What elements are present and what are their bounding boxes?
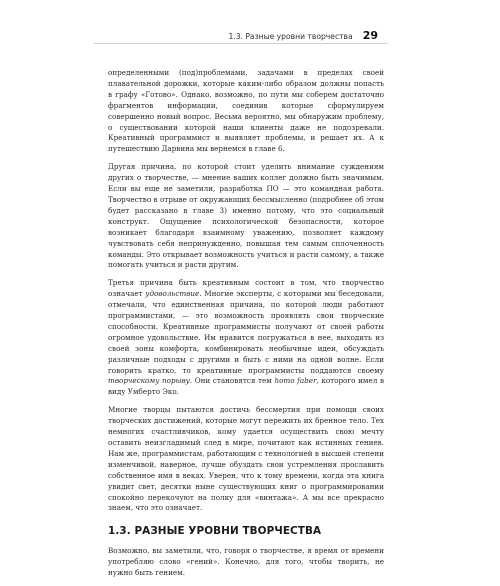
text-run: . Многие эксперты, с которыми мы беседовали, отмечали, что единственная причина, по которой люди работают программистами, — это возможность проявлять свои творческие способности. Креативные программисты получают от своей работы огромное удовольствие. Им нравится погружаться в нее, выходить из своей зоны комфорта, комбинировать необычные идеи, обсуждать различные подходы с другими и быть с ними на одной волне. Если говорить кратко, то креативные программисты поддаются своему [108,289,384,375]
italic-term: удовольствие [145,289,200,299]
italic-term: homo faber [274,376,317,386]
paragraph-2 [108,162,384,271]
paragraph-4 [108,405,384,514]
text-run: Многие творцы пытаются достичь бессмертия при помощи своих творческих достижений, которые могут пережить их бренное тело. Тех немногих счастливчиков, кому удается осуществить свою мечту оставить неизгладимый след в мире, почитают как истинных гениев. Нам же, программистам, работающим с технологией в высшей степени изменчивой, наверное, лучше обуздать свои устремления прославить собственное имя в веках. Уверен, что к тому времени, когда эта книга увидит свет, десятки ныне существующих книг о программировании спокойно перекочуют на полку для «винтажа». А мы все прекрасно знаем, что это означает. [108,405,384,513]
running-head-section-title: 1.3. Разные уровни творчества [228,32,353,41]
text-run: определенными (под)проблемами, задачами в пределах своей плавательной дорожки, которые каким-либо образом должны попасть в графу «Готово». Однако, возможно, по пути мы соберем достаточно фрагментов информации, соединив которые сформулируем совершенно новый вопрос. Весьма вероятно, мы обнаружим проблему, о существовании которой наши клиенты даже не подозревали. Креативный программист и выявляет проблемы, и решает их. А к путешествию Дарвина мы вернемся в главе 6. [108,68,384,154]
text-run: Другая причина, по которой стоит уделить внимание суждениям других о творчестве, — мнение ваших коллег должно быть значимым. Если вы еще не заметили, разработка ПО — это командная работа. Творчество в отрыве от окружающих бессмысленно (подробнее об этом будет рассказано в главе 3) именно потому, что это социальный конструкт. Ощущение психологической безопасности, которое возникает благодаря взаимному уважению, позволяет каждому чувствовать себя непринужденно, повышая тем самым сплоченность команды. Это открывает возможность учиться и расти самому, а также помогать учиться и расти другим. [108,162,384,270]
text-run: Третья причина быть креативным состоит в том, что творчество означает [108,278,384,299]
paragraph-1 [108,68,384,155]
page-number: 29 [362,29,378,42]
text-run: . Они становятся тем [189,376,275,386]
italic-term: творческому порыву [108,376,190,386]
text-run: , которого имел в виду Умберто Эко. [108,376,384,397]
paragraph-3 [108,278,384,398]
running-head [228,29,378,42]
body-text [108,68,384,586]
closing-paragraph: Возможно, вы заметили, что, говоря о творчестве, я время от времени употребляю слово «гений». Конечно, для того, чтобы творить, не нужно быть гением. [108,546,384,578]
section-heading: 1.3. РАЗНЫЕ УРОВНИ ТВОРЧЕСТВА [108,525,322,538]
header-rule [94,43,388,44]
